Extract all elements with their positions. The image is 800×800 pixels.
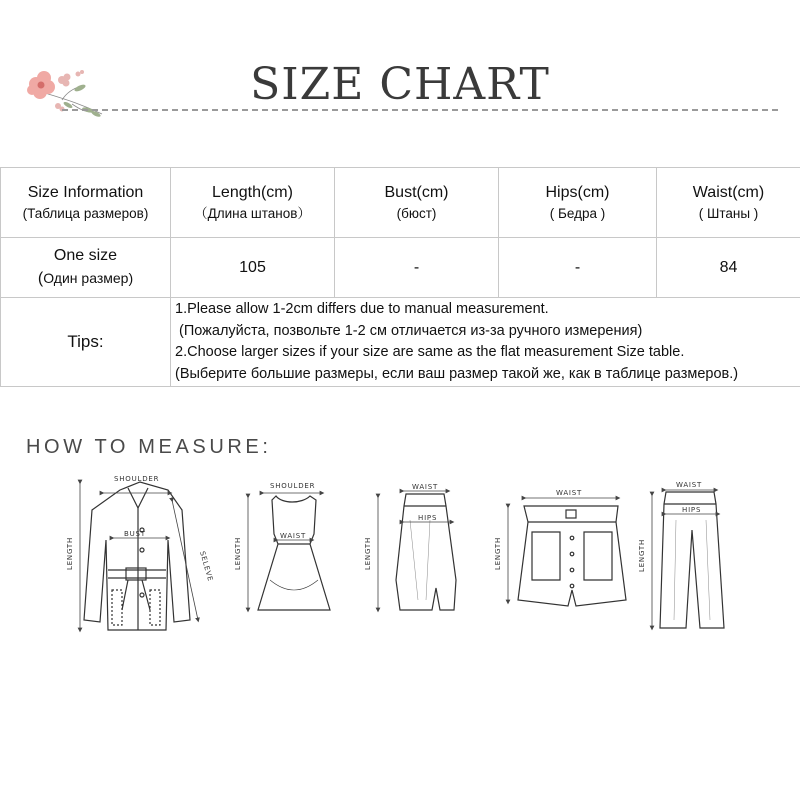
length-value: 105 [171,238,335,298]
tip-line: (Пожалуйста, позвольте 1-2 см отличается из-за ручного измерения) [175,322,643,339]
hips-label: HIPS [418,514,438,522]
waist-label: WAIST [280,532,307,540]
table-header-cell: Length(cm) （Длина штанов） [171,168,335,238]
dress-icon [258,496,330,610]
shoulder-label: SHOULDER [114,475,160,483]
sleeve-label: SELEVE [198,550,215,583]
tips-text [171,298,800,387]
measurement-illustrations [0,460,800,640]
title-divider [62,109,778,111]
table-header-cell: Hips(cm) ( Бедра ) [499,168,657,238]
waist-value: 84 [657,238,800,298]
tip-line: (Выберите большие размеры, если ваш размер такой же, как в таблице размеров.) [175,365,739,382]
length-label: LENGTH [638,538,646,572]
shoulder-label: SHOULDER [270,482,316,490]
length-label: LENGTH [494,536,502,570]
shorts-icon [518,506,626,606]
flower-decoration-icon [22,62,108,122]
table-header-cell: Bust(cm) (бюст) [335,168,499,238]
length-label: LENGTH [364,536,372,570]
table-row [1,238,800,298]
hips-label: HIPS [682,506,702,514]
tip-line: 2.Choose larger sizes if your size are same as the flat measurement Size table. [175,344,685,360]
table-header-cell: Waist(cm) ( Штаны ) [657,168,800,238]
tips-label: Tips: [1,298,171,387]
bust-label: BUST [124,530,146,538]
hips-value: - [499,238,657,298]
skirt-icon [396,494,456,610]
size-table [0,167,800,387]
jacket-icon [84,482,190,630]
waist-label: WAIST [676,481,703,489]
waist-label: WAIST [412,483,439,491]
tips-row [1,298,800,387]
waist-label: WAIST [556,489,583,497]
length-label: LENGTH [234,536,242,570]
table-header-cell: Size Information (Таблица размеров) [1,168,171,238]
length-label: LENGTH [66,536,74,570]
bust-value: - [335,238,499,298]
how-to-measure-heading: HOW TO MEASURE: [26,436,272,458]
size-name-cell: One size (Один размер) [1,238,171,298]
tip-line: 1.Please allow 1-2cm differs due to manual measurement. [175,301,549,317]
page-title: SIZE CHART [250,59,550,110]
table-header-row [1,168,800,238]
